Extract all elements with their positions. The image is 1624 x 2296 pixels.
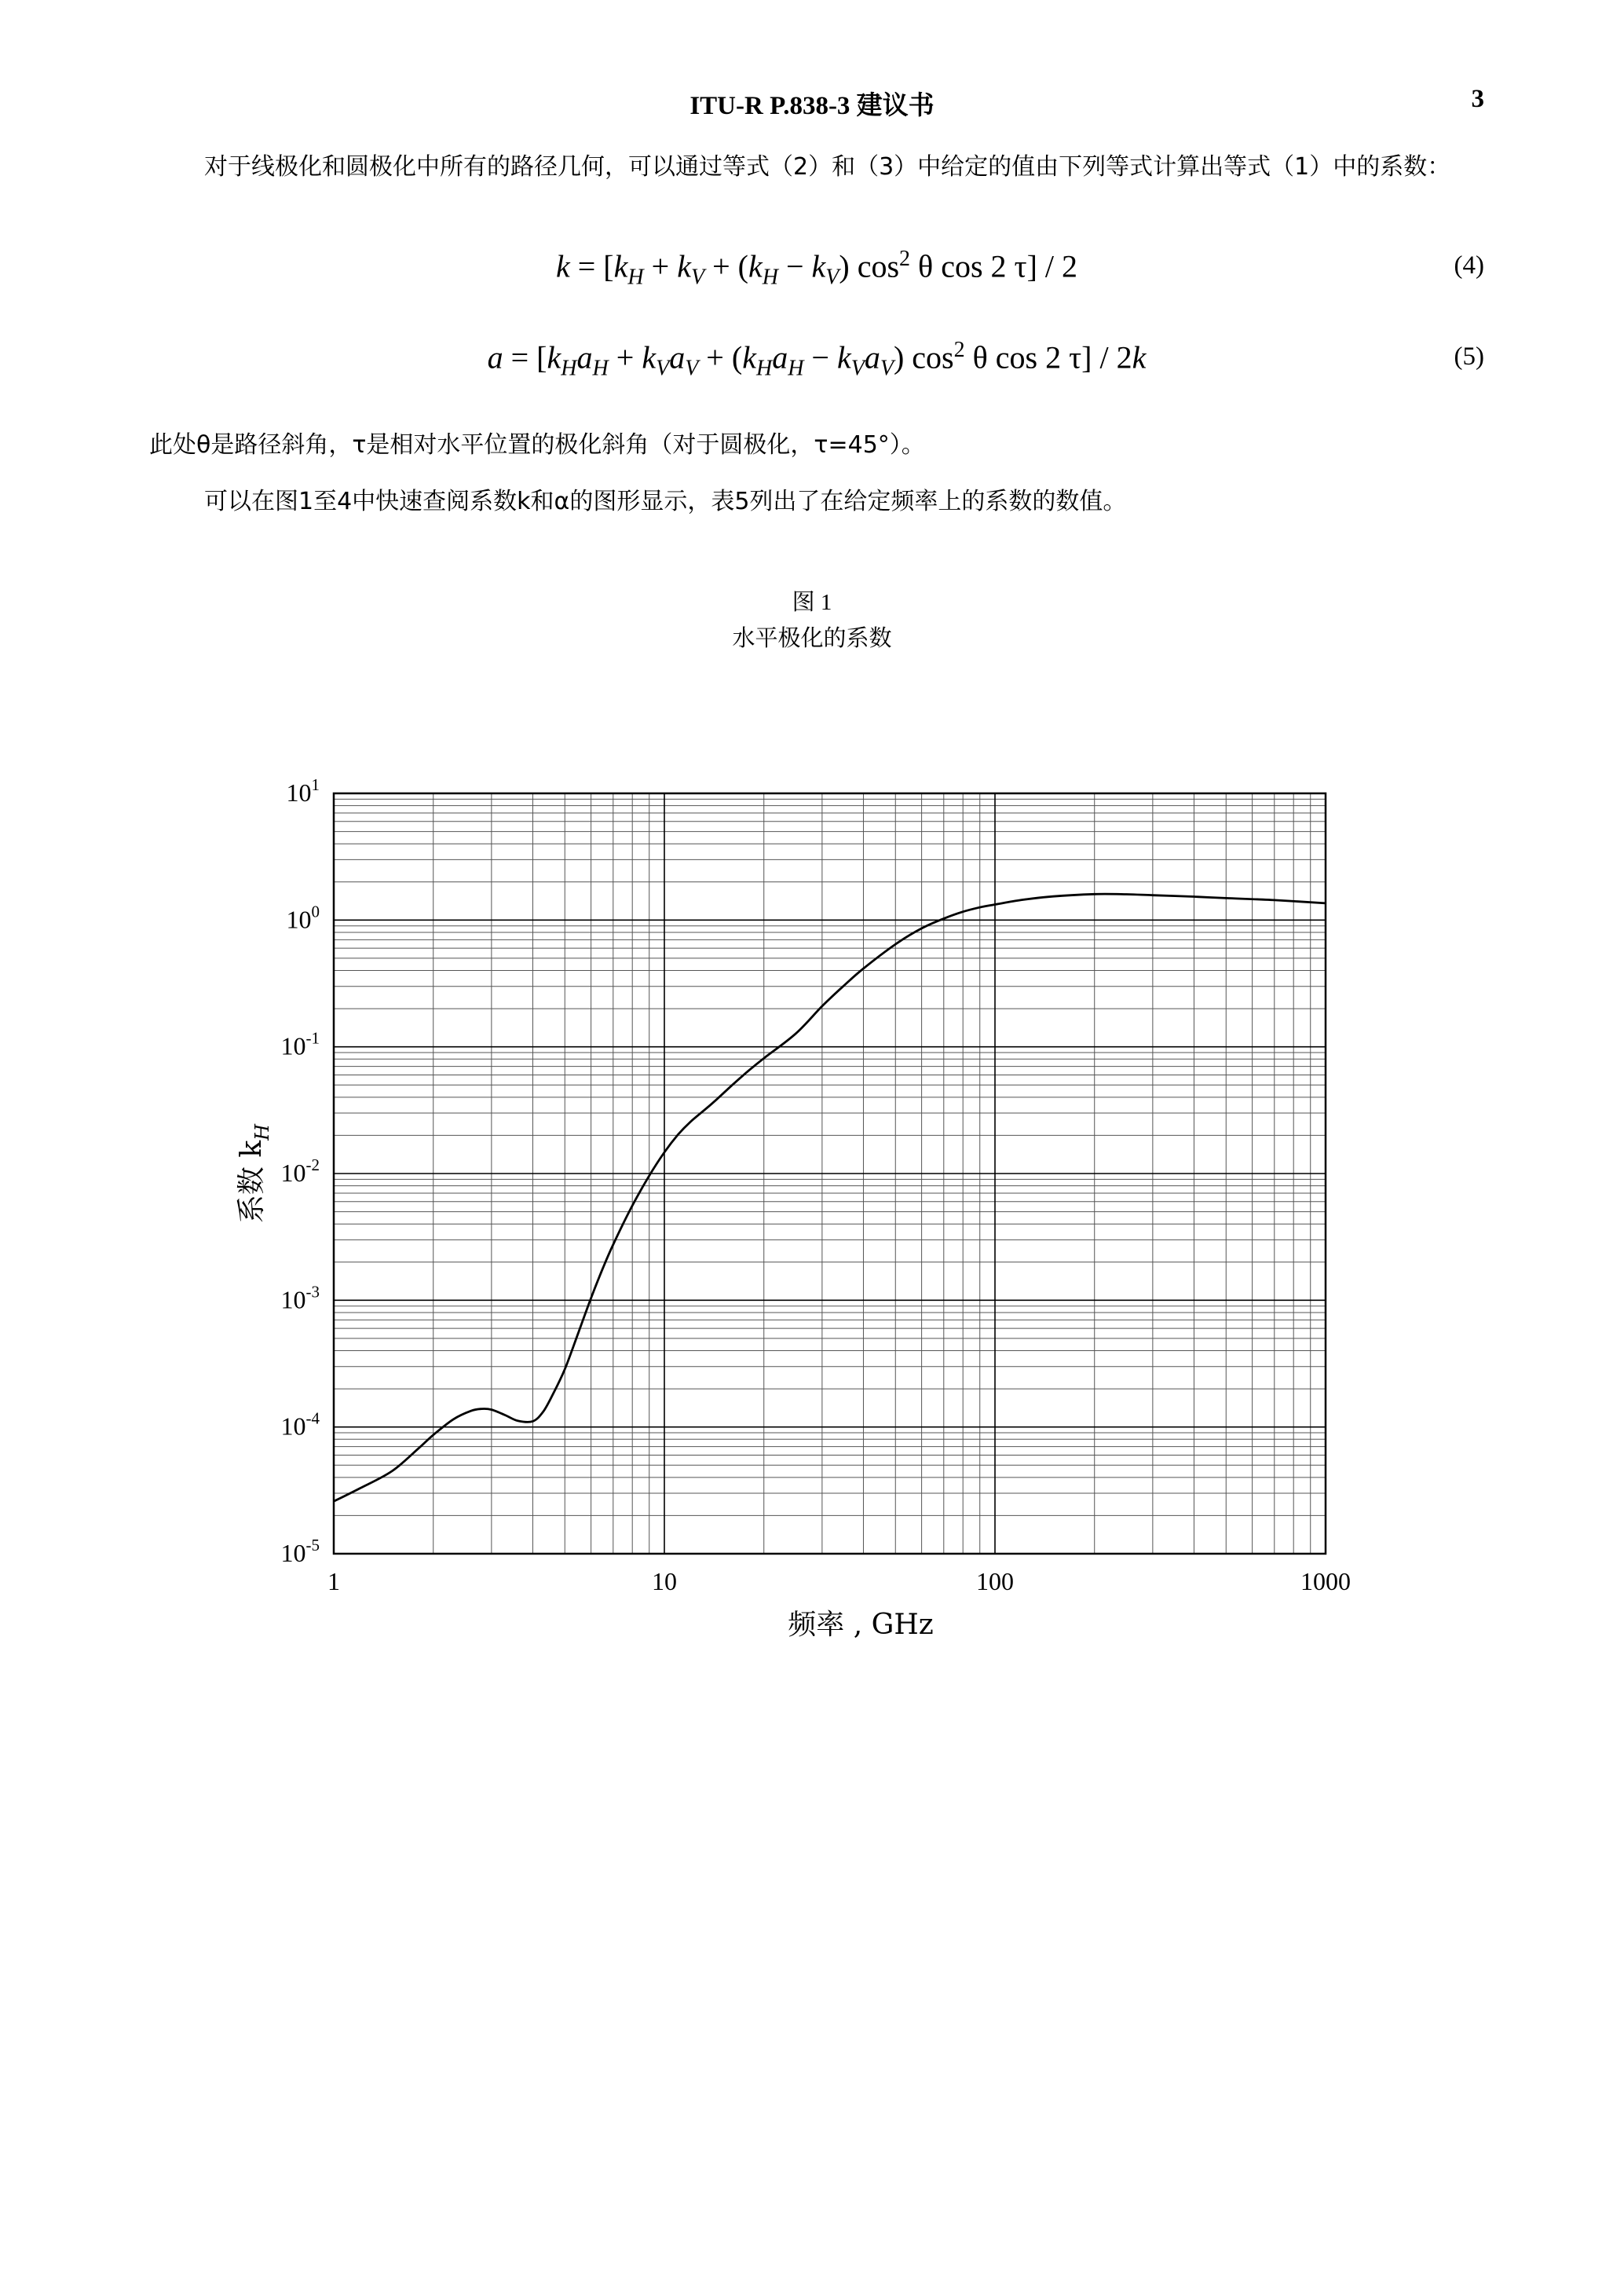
y-tick-label <box>281 1155 320 1187</box>
y-tick-base: 10 <box>280 1159 306 1187</box>
y-tick-base: 10 <box>286 905 312 934</box>
x-tick-label: 1000 <box>1300 1567 1351 1595</box>
x-tick-labels <box>327 1567 1351 1595</box>
equation-4 <box>149 247 1484 302</box>
figure-number: 图 1 <box>792 590 832 615</box>
y-tick-label <box>287 902 320 933</box>
y-tick-exponent: 0 <box>311 902 320 921</box>
equation-4-number: (4) <box>1454 251 1484 280</box>
y-axis-label-text: 系数 k <box>236 1140 268 1224</box>
y-tick-base: 10 <box>280 1539 306 1567</box>
y-tick-exponent: -2 <box>305 1155 320 1174</box>
x-axis-label: 频率 , GHz <box>788 1609 934 1641</box>
y-tick-base: 10 <box>280 1412 306 1441</box>
y-tick-base: 10 <box>280 1285 306 1314</box>
paragraph-figure-reference: 可以在图1至4中快速查阅系数k和α的图形显示，表5列出了在给定频率上的系数的数值。 <box>204 488 1127 515</box>
y-tick-base: 10 <box>286 778 312 807</box>
y-tick-label <box>281 1282 320 1313</box>
y-tick-label <box>281 1029 320 1060</box>
page-header <box>0 85 1624 124</box>
y-tick-label <box>281 1536 320 1567</box>
y-tick-labels <box>281 775 320 1567</box>
y-tick-exponent: -4 <box>305 1408 320 1428</box>
paragraph-definitions: 此处θ是路径斜角，τ是相对水平位置的极化斜角（对于圆极化，τ=45°）。 <box>149 431 925 459</box>
header-title: ITU-R P.838-3 建议书 <box>689 92 935 120</box>
y-axis-label-subscript: H <box>251 1123 273 1141</box>
y-tick-exponent: -3 <box>305 1282 320 1302</box>
equation-5-number: (5) <box>1454 342 1484 371</box>
page-number: 3 <box>1471 85 1484 113</box>
equation-4-body: $k = [k_H + k_V + (k_H - k_V)$ $\cos^2 \theta$ cos 2 τ] / 2 <box>555 247 1078 290</box>
x-tick-label: 100 <box>976 1567 1014 1595</box>
y-tick-label <box>281 1409 320 1441</box>
y-tick-label <box>287 775 320 807</box>
figure-title: 水平极化的系数 <box>732 624 892 651</box>
paragraph-intro: 对于线极化和圆极化中所有的路径几何，可以通过等式（2）和（3）中给定的值由下列等式计算出等式（1）中的系数： <box>204 153 1451 181</box>
y-tick-exponent: -5 <box>305 1536 320 1554</box>
coefficient-chart <box>204 754 1382 1650</box>
y-tick-base: 10 <box>280 1031 306 1060</box>
x-tick-label: 10 <box>652 1567 677 1595</box>
y-tick-exponent: -1 <box>305 1028 320 1048</box>
kh-series-line <box>334 894 1326 1501</box>
y-axis-label <box>236 1123 273 1223</box>
x-tick-label: 1 <box>327 1567 340 1595</box>
y-tick-exponent: 1 <box>311 775 320 794</box>
equation-5-body: $a = [k_Ha_H + k_Va_V + (k_Ha_H - k_Va_V)$ $\cos^2 \theta$ cos 2 τ] / 2k <box>487 338 1147 381</box>
equation-5 <box>149 338 1484 393</box>
